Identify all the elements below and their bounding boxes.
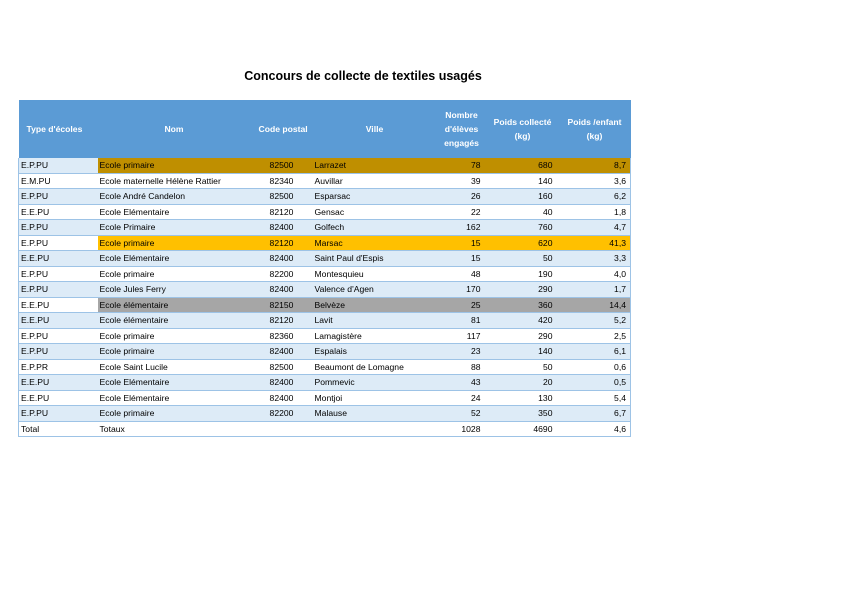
table-row xyxy=(19,328,631,344)
total-cp-empty xyxy=(251,421,313,437)
cell-poids-enfant: 0,5 xyxy=(559,375,631,391)
cell-code-postal: 82500 xyxy=(251,158,313,173)
cell-code-postal: 82340 xyxy=(251,173,313,189)
cell-poids-enfant: 2,5 xyxy=(559,328,631,344)
total-nom: Totaux xyxy=(98,421,251,437)
cell-type: E.P.PU xyxy=(19,328,98,344)
cell-nom: Ecole Jules Ferry xyxy=(98,282,251,298)
cell-code-postal: 82120 xyxy=(251,313,313,329)
cell-eleves: 15 xyxy=(437,235,487,251)
cell-eleves: 26 xyxy=(437,189,487,205)
cell-poids: 290 xyxy=(487,282,559,298)
cell-eleves: 78 xyxy=(437,158,487,173)
cell-poids: 680 xyxy=(487,158,559,173)
table-row xyxy=(19,297,631,313)
table-row xyxy=(19,344,631,360)
cell-ville: Esparsac xyxy=(313,189,437,205)
cell-type: E.P.PU xyxy=(19,344,98,360)
cell-nom: Ecole Elémentaire xyxy=(98,251,251,267)
cell-code-postal: 82120 xyxy=(251,235,313,251)
header-nom: Nom xyxy=(98,100,251,158)
cell-nom: Ecole primaire xyxy=(98,328,251,344)
cell-code-postal: 82150 xyxy=(251,297,313,313)
cell-code-postal: 82200 xyxy=(251,406,313,422)
cell-ville: Lamagistère xyxy=(313,328,437,344)
cell-ville: Valence d'Agen xyxy=(313,282,437,298)
cell-code-postal: 82400 xyxy=(251,282,313,298)
cell-poids-enfant: 6,2 xyxy=(559,189,631,205)
cell-poids-enfant: 3,6 xyxy=(559,173,631,189)
cell-type: E.P.PU xyxy=(19,406,98,422)
cell-eleves: 81 xyxy=(437,313,487,329)
cell-poids-enfant: 41,3 xyxy=(559,235,631,251)
cell-nom: Ecole primaire xyxy=(98,158,251,173)
cell-poids-enfant: 6,7 xyxy=(559,406,631,422)
cell-ville: Montesquieu xyxy=(313,266,437,282)
header-code-postal: Code postal xyxy=(251,100,313,158)
cell-poids: 360 xyxy=(487,297,559,313)
schools-table xyxy=(18,100,631,437)
cell-nom: Ecole André Candelon xyxy=(98,189,251,205)
total-ville-empty xyxy=(313,421,437,437)
cell-code-postal: 82120 xyxy=(251,204,313,220)
cell-eleves: 88 xyxy=(437,359,487,375)
cell-eleves: 25 xyxy=(437,297,487,313)
cell-ville: Beaumont de Lomagne xyxy=(313,359,437,375)
cell-nom: Ecole élémentaire xyxy=(98,297,251,313)
total-poids-enfant: 4,6 xyxy=(559,421,631,437)
cell-poids-enfant: 1,7 xyxy=(559,282,631,298)
cell-nom: Ecole Saint Lucile xyxy=(98,359,251,375)
cell-poids-enfant: 5,2 xyxy=(559,313,631,329)
table-row xyxy=(19,158,631,173)
cell-ville: Montjoi xyxy=(313,390,437,406)
cell-poids: 190 xyxy=(487,266,559,282)
cell-eleves: 23 xyxy=(437,344,487,360)
cell-code-postal: 82200 xyxy=(251,266,313,282)
cell-eleves: 162 xyxy=(437,220,487,236)
table-row xyxy=(19,235,631,251)
page-title: Concours de collecte de textiles usagés xyxy=(244,69,482,83)
cell-type: E.E.PU xyxy=(19,204,98,220)
cell-ville: Pommevic xyxy=(313,375,437,391)
total-poids: 4690 xyxy=(487,421,559,437)
cell-ville: Belvèze xyxy=(313,297,437,313)
cell-poids: 50 xyxy=(487,359,559,375)
cell-type: E.E.PU xyxy=(19,375,98,391)
cell-nom: Ecole primaire xyxy=(98,344,251,360)
cell-poids-enfant: 0,6 xyxy=(559,359,631,375)
cell-poids-enfant: 8,7 xyxy=(559,158,631,173)
total-label: Total xyxy=(19,421,98,437)
cell-code-postal: 82360 xyxy=(251,328,313,344)
cell-poids: 350 xyxy=(487,406,559,422)
cell-nom: Ecole Elémentaire xyxy=(98,390,251,406)
cell-eleves: 170 xyxy=(437,282,487,298)
cell-eleves: 48 xyxy=(437,266,487,282)
cell-type: E.E.PU xyxy=(19,251,98,267)
cell-poids: 40 xyxy=(487,204,559,220)
cell-nom: Ecole primaire xyxy=(98,235,251,251)
cell-poids-enfant: 14,4 xyxy=(559,297,631,313)
cell-eleves: 117 xyxy=(437,328,487,344)
cell-poids: 420 xyxy=(487,313,559,329)
cell-type: E.E.PU xyxy=(19,297,98,313)
cell-nom: Ecole Primaire xyxy=(98,220,251,236)
cell-poids: 160 xyxy=(487,189,559,205)
cell-nom: Ecole primaire xyxy=(98,406,251,422)
cell-eleves: 43 xyxy=(437,375,487,391)
cell-code-postal: 82400 xyxy=(251,344,313,360)
table-row xyxy=(19,390,631,406)
cell-code-postal: 82400 xyxy=(251,375,313,391)
table-row xyxy=(19,375,631,391)
cell-code-postal: 82400 xyxy=(251,251,313,267)
cell-type: E.P.PR xyxy=(19,359,98,375)
table-row xyxy=(19,282,631,298)
cell-poids-enfant: 5,4 xyxy=(559,390,631,406)
cell-nom: Ecole Elémentaire xyxy=(98,204,251,220)
cell-eleves: 24 xyxy=(437,390,487,406)
cell-type: E.P.PU xyxy=(19,189,98,205)
header-ville: Ville xyxy=(313,100,437,158)
cell-nom: Ecole Elémentaire xyxy=(98,375,251,391)
cell-ville: Gensac xyxy=(313,204,437,220)
cell-poids: 140 xyxy=(487,344,559,360)
cell-poids: 140 xyxy=(487,173,559,189)
table-row xyxy=(19,189,631,205)
table-row xyxy=(19,359,631,375)
table-row xyxy=(19,313,631,329)
cell-nom: Ecole maternelle Hélène Rattier xyxy=(98,173,251,189)
table-row xyxy=(19,204,631,220)
cell-type: E.P.PU xyxy=(19,220,98,236)
cell-code-postal: 82500 xyxy=(251,189,313,205)
cell-code-postal: 82500 xyxy=(251,359,313,375)
cell-code-postal: 82400 xyxy=(251,220,313,236)
cell-poids: 50 xyxy=(487,251,559,267)
header-poids-enfant: Poids /enfant (kg) xyxy=(559,100,631,158)
cell-ville: Golfech xyxy=(313,220,437,236)
header-eleves: Nombre d'élèves engagés xyxy=(437,100,487,158)
table-row xyxy=(19,406,631,422)
cell-poids-enfant: 6,1 xyxy=(559,344,631,360)
header-type: Type d'écoles xyxy=(19,100,98,158)
cell-eleves: 39 xyxy=(437,173,487,189)
cell-poids-enfant: 1,8 xyxy=(559,204,631,220)
cell-poids-enfant: 4,0 xyxy=(559,266,631,282)
cell-poids: 290 xyxy=(487,328,559,344)
cell-eleves: 52 xyxy=(437,406,487,422)
cell-poids: 20 xyxy=(487,375,559,391)
cell-ville: Espalais xyxy=(313,344,437,360)
table-row xyxy=(19,220,631,236)
cell-eleves: 15 xyxy=(437,251,487,267)
cell-poids: 760 xyxy=(487,220,559,236)
cell-type: E.E.PU xyxy=(19,390,98,406)
total-eleves: 1028 xyxy=(437,421,487,437)
cell-poids-enfant: 3,3 xyxy=(559,251,631,267)
cell-ville: Larrazet xyxy=(313,158,437,173)
cell-type: E.P.PU xyxy=(19,282,98,298)
cell-type: E.M.PU xyxy=(19,173,98,189)
table-header-row xyxy=(19,100,631,158)
table-row xyxy=(19,251,631,267)
cell-nom: Ecole primaire xyxy=(98,266,251,282)
cell-poids: 130 xyxy=(487,390,559,406)
cell-type: E.E.PU xyxy=(19,313,98,329)
cell-eleves: 22 xyxy=(437,204,487,220)
table-row xyxy=(19,173,631,189)
cell-poids-enfant: 4,7 xyxy=(559,220,631,236)
cell-nom: Ecole élémentaire xyxy=(98,313,251,329)
cell-code-postal: 82400 xyxy=(251,390,313,406)
header-poids: Poids collecté (kg) xyxy=(487,100,559,158)
cell-poids: 620 xyxy=(487,235,559,251)
total-row xyxy=(19,421,631,437)
cell-ville: Malause xyxy=(313,406,437,422)
cell-ville: Auvillar xyxy=(313,173,437,189)
cell-type: E.P.PU xyxy=(19,266,98,282)
table-row xyxy=(19,266,631,282)
cell-ville: Marsac xyxy=(313,235,437,251)
cell-type: E.P.PU xyxy=(19,235,98,251)
cell-ville: Lavit xyxy=(313,313,437,329)
cell-type: E.P.PU xyxy=(19,158,98,173)
cell-ville: Saint Paul d'Espis xyxy=(313,251,437,267)
